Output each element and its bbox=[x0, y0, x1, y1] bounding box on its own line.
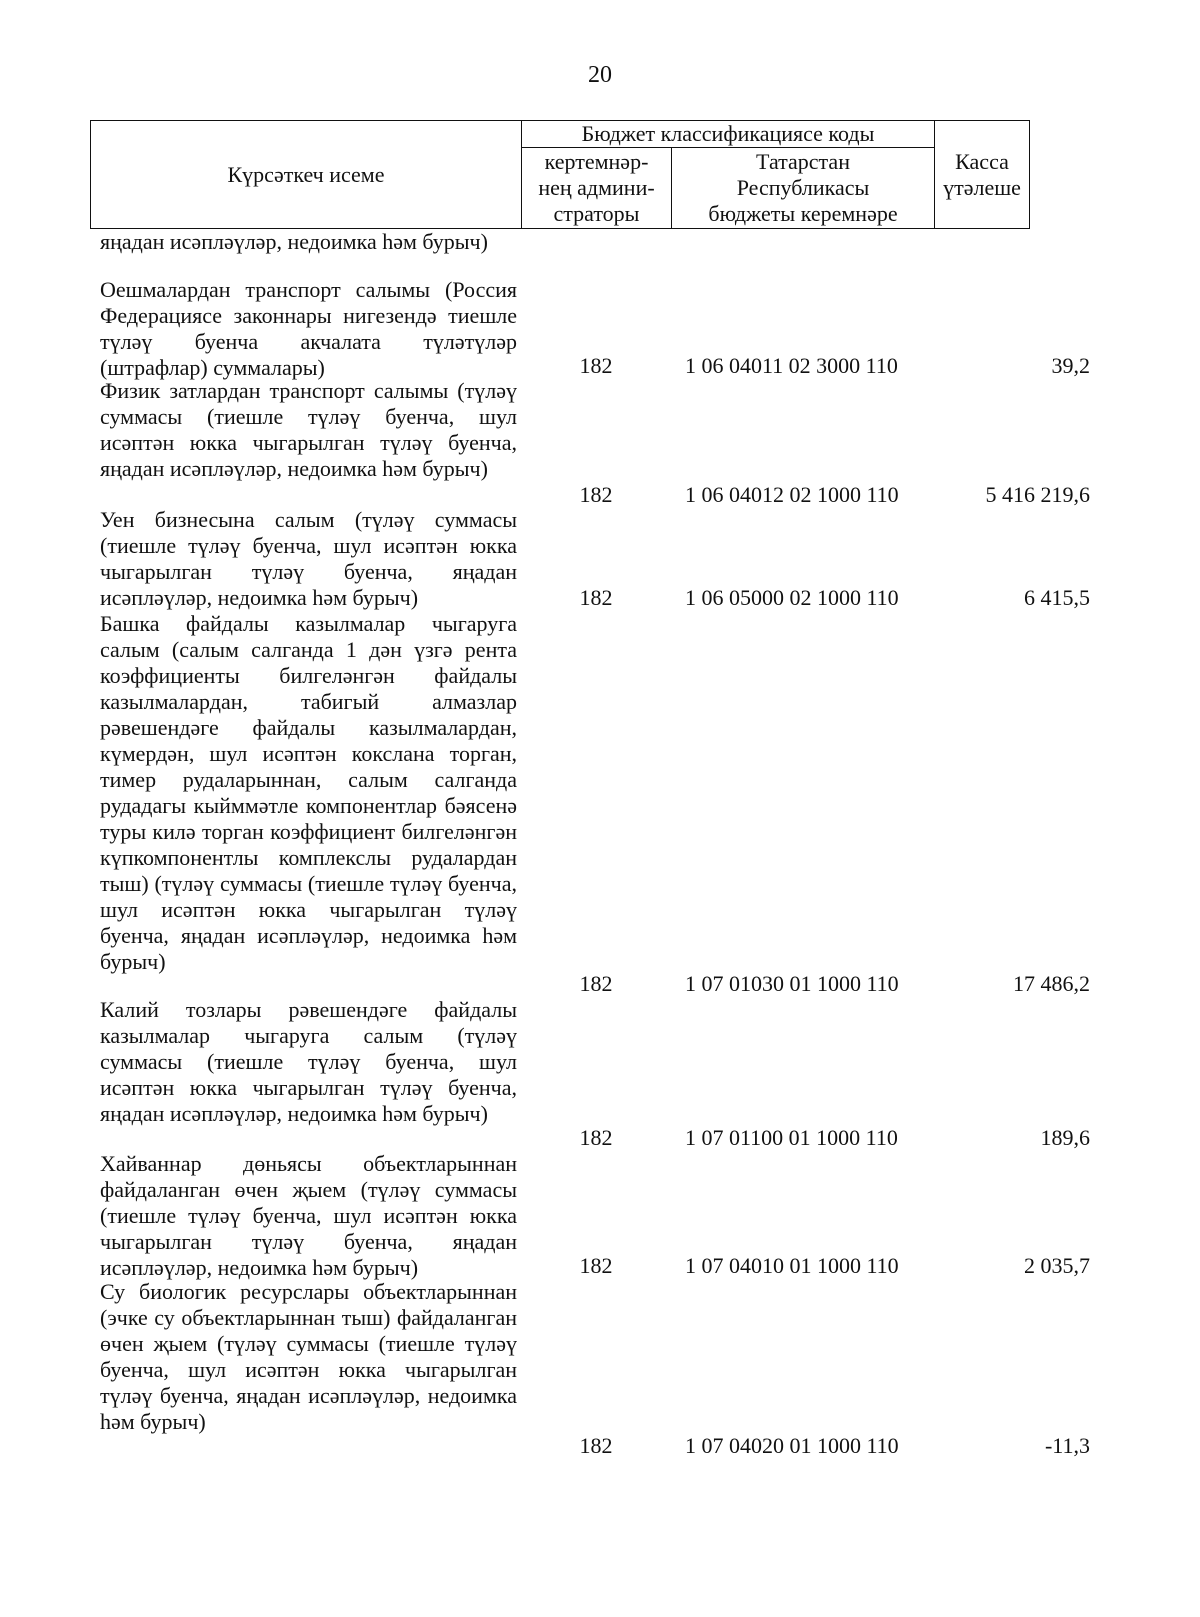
indicator-name: Су биологик ресурслары объектларыннан (эчке су объектларыннан тыш) файдаланган өчен җыем (түләү суммасы (тиешле түләү буенча, шул исәптән юкка чыгарылган түләү буенча, яңадан исәпләүләр, недоимка һәм бурыч) bbox=[100, 1279, 517, 1434]
budget-code: 1 07 01100 01 1000 110 bbox=[685, 1125, 898, 1150]
budget-code: 1 06 04012 02 1000 110 bbox=[685, 482, 899, 507]
indicator-name: Калий тозлары рәвешендәге файдалы казылмалар чыгаруга салым (түләү суммасы (тиешле түләү буенча, шул исәптән юкка чыгарылган түләү буенча, яңадан исәпләүләр, недоимка һәм бурыч) bbox=[100, 997, 517, 1126]
admin-code: 182 bbox=[579, 1433, 613, 1458]
cash-amount: 6 415,5 bbox=[1024, 585, 1090, 610]
table-header bbox=[90, 120, 1030, 229]
budget-code: 1 07 04020 01 1000 110 bbox=[685, 1433, 899, 1458]
indicator-name: яңадан исәпләүләр, недоимка һәм бурыч) bbox=[100, 229, 488, 254]
cash-execution-header: Касса үтәлеше bbox=[935, 121, 1030, 229]
admin-code: 182 bbox=[579, 353, 613, 378]
indicator-name-header: Күрсәткеч исеме bbox=[91, 121, 522, 229]
indicator-name: Оешмалардан транспорт салымы (Россия Федерациясе законнары нигезендә тиешле түләү буенча акчалата түләтүләр (штрафлар) суммалары) bbox=[100, 277, 517, 380]
budget-code: 1 06 05000 02 1000 110 bbox=[685, 585, 899, 610]
tatarstan-budget-revenue-header: Татарстан Республикасы бюджеты керемнәре bbox=[672, 148, 935, 229]
budget-code: 1 07 04010 01 1000 110 bbox=[685, 1253, 899, 1278]
cash-amount: 5 416 219,6 bbox=[985, 482, 1090, 507]
admin-code: 182 bbox=[579, 585, 613, 610]
admin-code: 182 bbox=[579, 971, 613, 996]
cash-amount: 17 486,2 bbox=[1013, 971, 1090, 996]
cash-amount: 2 035,7 bbox=[1024, 1253, 1090, 1278]
budget-codes-group-header: Бюджет классификациясе коды bbox=[522, 121, 935, 148]
indicator-name: Уен бизнесына салым (түләү суммасы (тиешле түләү буенча, шул исәптән юкка чыгарылган түләү буенча, яңадан исәпләүләр, недоимка һәм бурыч) bbox=[100, 507, 517, 610]
cash-amount: -11,3 bbox=[1044, 1433, 1090, 1458]
cash-amount: 189,6 bbox=[1040, 1125, 1090, 1150]
page-number: 20 bbox=[588, 62, 612, 88]
cash-amount: 39,2 bbox=[1051, 353, 1090, 378]
indicator-name: Башка файдалы казылмалар чыгаруга салым (салым салганда 1 дән үзгә рента коэффициенты билгеләнгән файдалы казылмалардан, табигый алмазлар рәвешендәге файдалы казылмалардан, күмердән, шул исәптән коксланa торган, тимер рудаларыннан, салым салганда рудадагы кыйммәтле компонентлар бәясенә туры килә торган коэффициент билгеләнгән күпкомпонентлы комплекслы рудалардан тыш) (түләү суммасы (тиешле түләү буенча, шул исәптән юкка чыгарылган түләү буенча, яңадан исәпләүләр, недоимка һәм бурыч) bbox=[100, 611, 517, 974]
indicator-name: Физик затлардан транспорт салымы (түләү суммасы (тиешле түләү буенча, шул исәптән юкка чыгарылган түләү буенча, яңадан исәпләүләр, недоимка һәм бурыч) bbox=[100, 378, 517, 481]
admin-code: 182 bbox=[579, 1253, 613, 1278]
indicator-name: Хайваннар дөньясы объектларыннан файдаланган өчен җыем (түләү суммасы (тиешле түләү буенча, шул исәптән юкка чыгарылган түләү буенча, яңадан исәпләүләр, недоимка һәм бурыч) bbox=[100, 1151, 517, 1280]
budget-code: 1 07 01030 01 1000 110 bbox=[685, 971, 899, 996]
budget-code: 1 06 04011 02 3000 110 bbox=[685, 353, 898, 378]
admin-code: 182 bbox=[579, 1125, 613, 1150]
revenue-administrator-header: кертемнәр- нең админи- страторы bbox=[522, 148, 672, 229]
admin-code: 182 bbox=[579, 482, 613, 507]
